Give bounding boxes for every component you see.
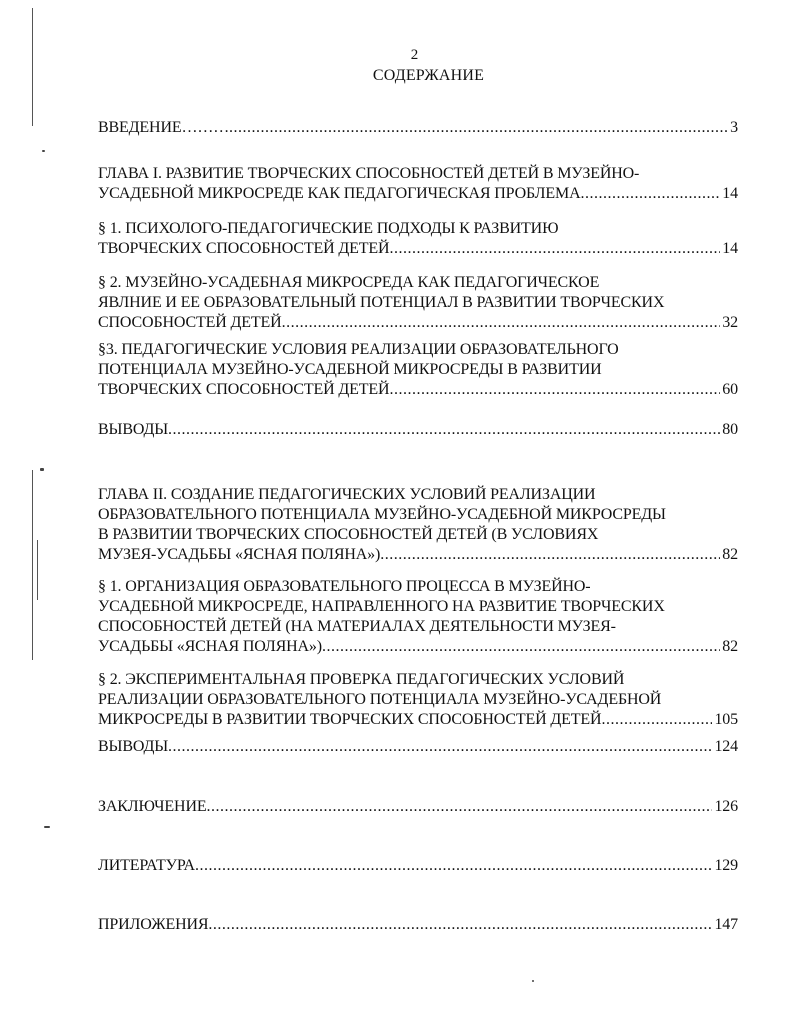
toc-page-number: 129	[714, 857, 738, 874]
scan-margin-line	[37, 540, 38, 600]
toc-page-number: 82	[722, 546, 738, 563]
dot-leader	[168, 420, 720, 440]
dot-leader	[380, 545, 720, 565]
toc-page-number: 105	[714, 711, 738, 728]
dot-leader	[195, 856, 712, 876]
toc-entry-chapter-2-conclusions[interactable]: ВЫВОДЫ ..... 124	[98, 737, 738, 757]
toc-entry-chapter-1-section-1[interactable]: § 1. ПСИХОЛОГО-ПЕДАГОГИЧЕСКИЕ ПОДХОДЫ К РАЗВИТИЮ ТВОРЧЕСКИХ СПОСОБНОСТЕЙ ДЕТЕЙ ..... 14	[98, 219, 738, 259]
dot-leader	[580, 184, 720, 204]
toc-entry-appendices[interactable]: ПРИЛОЖЕНИЯ ..... 147	[98, 915, 738, 935]
toc-entry-introduction[interactable]: ВВЕДЕНИЕ……… ..... 3	[98, 118, 738, 138]
toc-entry-chapter-1-section-2[interactable]: § 2. МУЗЕЙНО-УСАДЕБНАЯ МИКРОСРЕДА КАК ПЕДАГОГИЧЕСКОЕ ЯВЛНИЕ И ЕЕ ОБРАЗОВАТЕЛЬНЫЙ ПОТЕНЦИАЛ В РАЗВИТИИ ТВОРЧЕСКИХ СПОСОБНОСТЕЙ ДЕТЕЙ ..... 32	[98, 273, 738, 333]
dot-leader	[601, 710, 712, 730]
toc-page-number: 60	[722, 381, 738, 398]
scan-speck	[532, 980, 534, 982]
dot-leader	[282, 313, 721, 333]
toc-page-number: 32	[722, 314, 738, 331]
page-title: СОДЕРЖАНИЕ	[372, 67, 485, 84]
toc-page-number: 14	[722, 240, 738, 257]
toc-page-number: 3	[730, 119, 738, 136]
dot-leader	[168, 737, 712, 757]
scan-margin-line	[32, 470, 33, 660]
toc-entry-chapter-2[interactable]: ГЛАВА II. СОЗДАНИЕ ПЕДАГОГИЧЕСКИХ УСЛОВИЙ РЕАЛИЗАЦИИ ОБРАЗОВАТЕЛЬНОГО ПОТЕНЦИАЛА МУЗЕЙНО-УСАДЕБНОЙ МИКРОСРЕДЫ В РАЗВИТИИ ТВОРЧЕСКИХ СПОСОБНОСТЕЙ ДЕТЕЙ (В УСЛОВИЯХ МУЗЕЯ-УСАДЬБЫ «ЯСНАЯ ПОЛЯНА») ..... 82	[98, 485, 738, 565]
scan-speck	[42, 150, 45, 152]
toc-page-number: 126	[714, 798, 738, 815]
toc-page-number: 80	[722, 421, 738, 438]
toc-entry-chapter-1-conclusions[interactable]: ВЫВОДЫ ..... 80	[98, 420, 738, 440]
dot-leader	[389, 380, 720, 400]
toc-entry-chapter-2-section-2[interactable]: § 2. ЭКСПЕРИМЕНТАЛЬНАЯ ПРОВЕРКА ПЕДАГОГИЧЕСКИХ УСЛОВИЙ РЕАЛИЗАЦИИ ОБРАЗОВАТЕЛЬНОГО ПОТЕНЦИАЛА МУЗЕЙНО-УСАДЕБНОЙ МИКРОСРЕДЫ В РАЗВИТИИ ТВОРЧЕСКИХ СПОСОБНОСТЕЙ ДЕТЕЙ ..... 105	[98, 670, 738, 730]
page-number: 2	[410, 47, 419, 63]
dot-leader	[322, 637, 720, 657]
toc-entry-chapter-1[interactable]: ГЛАВА I. РАЗВИТИЕ ТВОРЧЕСКИХ СПОСОБНОСТЕЙ ДЕТЕЙ В МУЗЕЙНО- УСАДЕБНОЙ МИКРОСРЕДЕ КАК ПЕДАГОГИЧЕСКАЯ ПРОБЛЕМА ..... 14	[98, 164, 738, 204]
toc-entry-chapter-2-section-1[interactable]: § 1. ОРГАНИЗАЦИЯ ОБРАЗОВАТЕЛЬНОГО ПРОЦЕССА В МУЗЕЙНО- УСАДЕБНОЙ МИКРОСРЕДЕ, НАПРАВЛЕННОГО НА РАЗВИТИЕ ТВОРЧЕСКИХ СПОСОБНОСТЕЙ ДЕТЕЙ (НА МАТЕРИАЛАХ ДЕЯТЕЛЬНОСТИ МУЗЕЯ- УСАДЬБЫ «ЯСНАЯ ПОЛЯНА») ..... 82	[98, 577, 738, 657]
toc-page-number: 124	[714, 738, 738, 755]
scan-speck	[44, 826, 50, 828]
toc-page-number: 82	[722, 638, 738, 655]
dot-leader	[208, 915, 712, 935]
toc-entry-conclusion[interactable]: ЗАКЛЮЧЕНИЕ ..... 126	[98, 797, 738, 817]
dot-leader	[229, 118, 728, 138]
toc-entry-chapter-1-section-3[interactable]: §3. ПЕДАГОГИЧЕСКИЕ УСЛОВИЯ РЕАЛИЗАЦИИ ОБРАЗОВАТЕЛЬНОГО ПОТЕНЦИАЛА МУЗЕЙНО-УСАДЕБНОЙ МИКРОСРЕДЫ В РАЗВИТИИ ТВОРЧЕСКИХ СПОСОБНОСТЕЙ ДЕТЕЙ ..... 60	[98, 340, 738, 400]
toc-page-number: 147	[714, 916, 738, 933]
toc-entry-literature[interactable]: ЛИТЕРАТУРА ..... 129	[98, 856, 738, 876]
dot-leader	[389, 239, 720, 259]
scan-speck	[40, 468, 44, 471]
toc-page-number: 14	[722, 185, 738, 202]
dot-leader	[207, 797, 713, 817]
